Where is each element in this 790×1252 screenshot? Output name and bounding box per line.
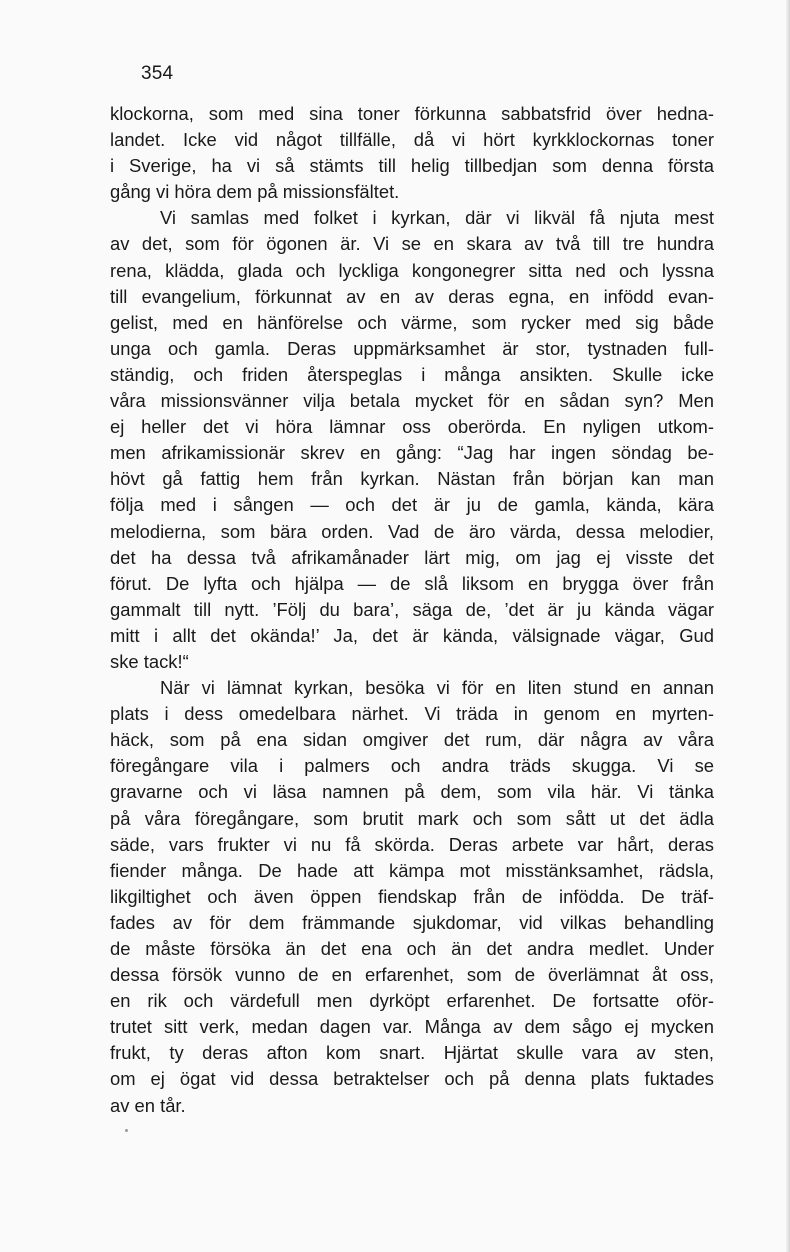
text-line: våra missionsvänner vilja betala mycket för en sådan syn? Men [110,390,714,412]
text-line: likgiltighet och även öppen fiendskap från de infödda. De träf- [110,885,714,907]
text-line: i Sverige, ha vi så stämts till helig tillbedjan som denna första [110,155,714,177]
text-line: förut. De lyfta och hjälpa — de slå liksom en brygga över från [110,572,714,594]
text-line: gelist, med en hänförelse och värme, som rycker med sig både [110,311,714,333]
text-line: till evangelium, förkunnat av en av deras egna, en infödd evan- [110,285,714,307]
text-line: gravarne och vi läsa namnen på dem, som vila här. Vi tänka [110,781,714,803]
text-line: unga och gamla. Deras uppmärksamhet är stor, tystnaden full- [110,337,714,359]
text-line: dessa försök vunno de en erfarenhet, som de överlämnat åt oss, [110,964,714,986]
text-line: fiender många. De hade att kämpa mot misstänksamhet, rädsla, [110,859,714,881]
text-line: rena, klädda, glada och lyckliga kongonegrer sitta ned och lyssna [110,259,714,281]
text-line: gång vi höra dem på missionsfältet. [110,181,400,203]
text-line: säde, vars frukter vi nu få skörda. Deras arbete var hårt, deras [110,833,714,855]
text-line: men afrikamissionär skrev en gång: “Jag har ingen söndag be- [110,442,714,464]
text-line: ej heller det vi höra lämnar oss oberörda. En nyligen utkom- [110,416,714,438]
text-line: ständig, och friden återspeglas i många ansikten. Skulle icke [110,363,714,385]
text-line: trutet sitt verk, medan dagen var. Många av dem sågo ej mycken [110,1016,714,1038]
text-line: fades av för dem främmande sjukdomar, vid vilkas behandling [110,911,714,933]
scan-edge [786,0,790,1252]
scan-speck [125,1129,128,1132]
text-line: av en tår. [110,1094,186,1116]
text-line: det ha dessa två afrikamånader lärt mig, om jag ej visste det [110,546,714,568]
text-line: av det, som för ögonen är. Vi se en skara av två till tre hundra [110,233,714,255]
page-number: 354 [141,63,174,84]
text-line: hövt gå fattig hem från kyrkan. Nästan från början kan man [110,468,714,490]
text-line: på våra föregångare, som brutit mark och som sått ut det ädla [110,807,714,829]
text-line: häck, som på ena sidan omgiver det rum, där några av våra [110,729,714,751]
text-line: ske tack!“ [110,650,189,672]
text-line: följa med i sången — och det är ju de gamla, kända, kära [110,494,714,516]
text-line: mitt i allt det okända!’ Ja, det är kända, välsignade vägar, Gud [110,624,714,646]
text-line: Vi samlas med folket i kyrkan, där vi likväl få njuta mest [160,207,714,229]
text-line: melodierna, som bära orden. Vad de äro värda, dessa melodier, [110,520,714,542]
text-line: När vi lämnat kyrkan, besöka vi för en liten stund en annan [160,677,714,699]
text-line: klockorna, som med sina toner förkunna sabbatsfrid över hedna- [110,103,714,124]
text-line: de måste försöka än det ena och än det andra medlet. Under [110,938,714,959]
text-line: frukt, ty deras afton kom snart. Hjärtat skulle vara av sten, [110,1042,714,1064]
text-line: en rik och värdefull men dyrköpt erfarenhet. De fortsatte oför- [110,990,714,1012]
text-line: plats i dess omedelbara närhet. Vi träda in genom en myrten- [110,703,714,725]
body-text [110,101,714,1119]
text-line: landet. Icke vid något tillfälle, då vi hört kyrkklockornas toner [110,129,714,151]
text-line: gammalt till nytt. ’Följ du bara’, säga de, ’det är ju kända vägar [110,598,714,620]
text-line: om ej ögat vid dessa betraktelser och på denna plats fuktades [110,1068,714,1090]
text-line: föregångare vila i palmers och andra träds skugga. Vi se [110,755,714,777]
